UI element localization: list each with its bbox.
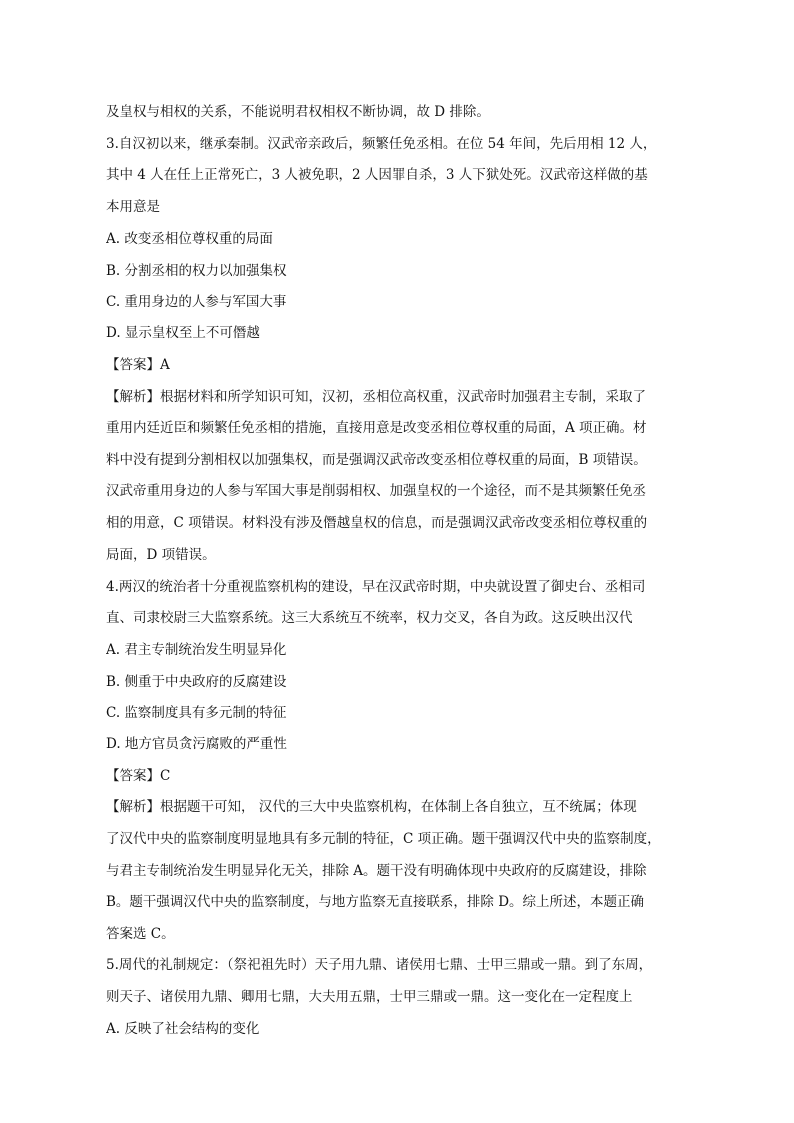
question-3-analysis-line-1: 【解析】根据材料和所学知识可知，汉初，丞相位高权重，汉武帝时加强君主专制，采取了 (106, 389, 646, 405)
question-3-option-d: D. 显示皇权至上不可僭越 (106, 325, 260, 341)
question-3-analysis-line-6: 局面，D 项错误。 (106, 547, 216, 563)
question-4-analysis-line-5: 答案选 C。 (106, 926, 175, 942)
text-line: 及皇权与相权的关系，不能说明君权相权不断协调，故 D 排除。 (106, 104, 490, 120)
question-4-analysis-line-1: 【解析】根据题干可知， 汉代的三大中央监察机构，在体制上各自独立，互不统属；体现 (106, 799, 637, 815)
question-3-stem-line-2: 其中 4 人在任上正常死亡，3 人被免职，2 人因罪自杀，3 人下狱处死。汉武帝这样做的基 (106, 167, 648, 183)
question-3-option-b: B. 分割丞相的权力以加强集权 (106, 263, 287, 279)
question-3-answer: 【答案】A (106, 357, 170, 373)
question-5-option-a: A. 反映了社会结构的变化 (106, 1021, 260, 1037)
question-4-stem-line-2: 直、司隶校尉三大监察系统。这三大系统互不统率，权力交叉，各自为政。这反映出汉代 (106, 610, 633, 626)
question-3-analysis-line-2: 重用内廷近臣和频繁任免丞相的措施，直接用意是改变丞相位尊权重的局面，A 项正确。材 (106, 420, 647, 436)
question-4-option-d: D. 地方官员贪污腐败的严重性 (106, 736, 287, 752)
question-5-stem-line-1: 5.周代的礼制规定：（祭祀祖先时）天子用九鼎、诸侯用七鼎、士甲三鼎或一鼎。到了东周， (106, 957, 653, 973)
question-3-analysis-line-4: 汉武帝重用身边的人参与军国大事是削弱相权、加强皇权的一个途径，而不是其频繁任免丞 (106, 483, 646, 499)
question-3-analysis-line-3: 料中没有提到分割相权以加强集权，而是强调汉武帝改变丞相位尊权重的局面，B 项错误。 (106, 452, 647, 468)
question-4-analysis-line-4: B。题干强调汉代中央的监察制度，与地方监察无直接联系，排除 D。综上所述，本题正确 (106, 894, 645, 910)
question-4-analysis-line-3: 与君主专制统治发生明显异化无关，排除 A。题干没有明确体现中央政府的反腐建设，排除 (106, 863, 647, 879)
question-3-option-a: A. 改变丞相位尊权重的局面 (106, 231, 273, 247)
question-4-option-c: C. 监察制度具有多元制的特征 (106, 705, 287, 721)
question-4-option-b: B. 侧重于中央政府的反腐建设 (106, 674, 287, 690)
question-5-stem-line-2: 则天子、诸侯用九鼎、卿用七鼎，大夫用五鼎，士甲三鼎或一鼎。这一变化在一定程度上 (106, 989, 633, 1005)
question-3-stem-line-1: 3.自汉初以来，继承秦制。汉武帝亲政后，频繁任免丞相。在位 54 年间，先后用相 12 人， (106, 136, 657, 152)
question-3-analysis-line-5: 相的用意，C 项错误。材料没有涉及僭越皇权的信息，而是强调汉武帝改变丞相位尊权重的 (106, 515, 648, 531)
question-4-analysis-line-2: 了汉代中央的监察制度明显地具有多元制的特征，C 项正确。题干强调汉代中央的监察制度， (106, 831, 661, 847)
question-4-answer: 【答案】C (106, 768, 171, 784)
question-3-option-c: C. 重用身边的人参与军国大事 (106, 294, 287, 310)
question-4-option-a: A. 君主专制统治发生明显异化 (106, 642, 287, 658)
question-3-stem-line-3: 本用意是 (106, 199, 160, 215)
question-4-stem-line-1: 4.两汉的统治者十分重视监察机构的建设，早在汉武帝时期，中央就设置了御史台、丞相司 (106, 579, 646, 595)
